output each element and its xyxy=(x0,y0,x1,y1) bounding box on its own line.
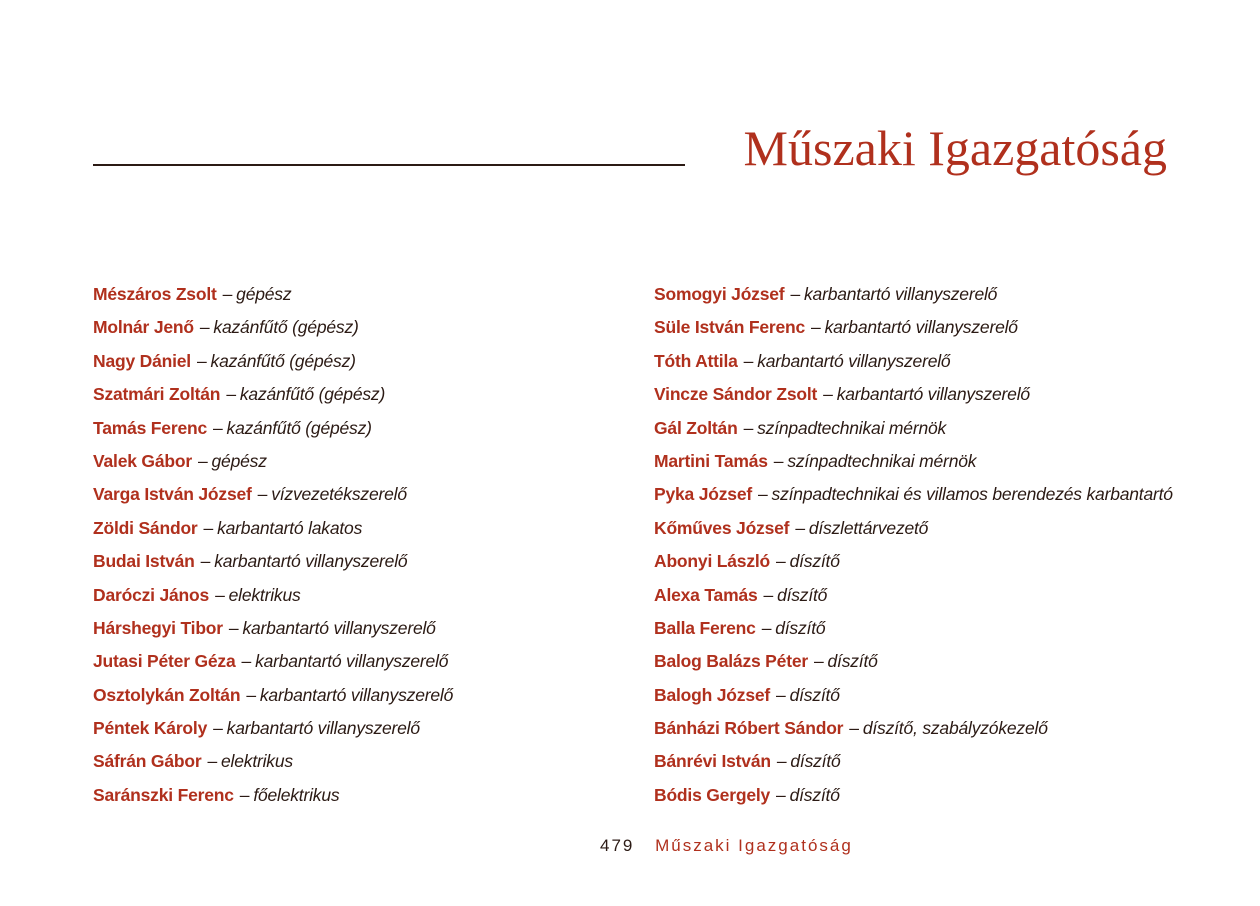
entry-separator: – xyxy=(213,417,223,438)
entry-separator: – xyxy=(222,284,233,304)
staff-role: színpadtechnikai és villamos berendezés karbantartó xyxy=(771,484,1173,505)
staff-entry xyxy=(93,478,453,511)
staff-name: Zöldi Sándor xyxy=(93,517,198,538)
staff-entry xyxy=(654,579,1173,612)
entry-separator: – xyxy=(246,684,256,705)
staff-role: díszítő xyxy=(790,751,841,772)
staff-name: Balog Balázs Péter xyxy=(654,651,808,672)
staff-role: gépész xyxy=(236,284,292,304)
staff-name: Alexa Tamás xyxy=(654,584,758,605)
staff-entry xyxy=(654,645,1173,678)
staff-role: díszítő xyxy=(789,684,840,705)
staff-entry xyxy=(93,545,453,578)
staff-entry xyxy=(654,311,1173,344)
staff-entry xyxy=(93,345,453,378)
staff-name: Bánházi Róbert Sándor xyxy=(654,718,844,739)
staff-entry xyxy=(654,345,1173,378)
entry-separator: – xyxy=(790,284,800,304)
staff-role: elektrikus xyxy=(228,584,301,605)
staff-entry xyxy=(93,412,453,445)
entry-separator: – xyxy=(795,517,805,538)
staff-name: Balogh József xyxy=(654,684,771,705)
entry-separator: – xyxy=(215,584,225,605)
staff-name: Pyka József xyxy=(654,484,752,505)
staff-name: Bánrévi István xyxy=(654,751,771,772)
entry-separator: – xyxy=(763,584,774,605)
entry-separator: – xyxy=(811,317,821,338)
entry-separator: – xyxy=(743,417,754,438)
staff-name: Jutasi Péter Géza xyxy=(93,651,236,672)
staff-entry xyxy=(654,745,1173,778)
entry-separator: – xyxy=(743,350,754,371)
staff-role: főelektrikus xyxy=(253,784,340,805)
staff-list-left xyxy=(93,278,453,812)
staff-entry xyxy=(93,745,453,778)
staff-name: Vincze Sándor Zsolt xyxy=(654,384,818,405)
staff-entry xyxy=(93,645,453,678)
entry-separator: – xyxy=(776,684,786,705)
staff-entry xyxy=(654,278,1173,311)
staff-entry xyxy=(93,779,453,812)
staff-entry xyxy=(93,679,453,712)
staff-entry xyxy=(654,679,1173,712)
staff-name: Osztolykán Zoltán xyxy=(93,684,241,705)
entry-separator: – xyxy=(758,484,768,505)
staff-role: díszítő xyxy=(789,784,840,805)
staff-name: Somogyi József xyxy=(654,284,785,304)
staff-role: karbantartó lakatos xyxy=(217,517,363,538)
staff-name: Budai István xyxy=(93,551,195,572)
staff-name: Varga István József xyxy=(93,484,252,505)
staff-name: Nagy Dániel xyxy=(93,350,191,371)
staff-role: elektrikus xyxy=(221,751,293,772)
staff-entry xyxy=(93,712,453,745)
staff-role: karbantartó villanyszerelő xyxy=(242,617,436,638)
staff-role: kazánfűtő (gépész) xyxy=(210,350,356,371)
staff-role: díszítő xyxy=(775,617,826,638)
staff-entry xyxy=(93,445,453,478)
staff-entry xyxy=(93,278,453,311)
entry-separator: – xyxy=(761,617,772,638)
staff-entry xyxy=(654,779,1173,812)
staff-role: karbantartó villanyszerelő xyxy=(757,350,951,371)
staff-name: Martini Tamás xyxy=(654,450,768,471)
entry-separator: – xyxy=(776,784,786,805)
header-rule xyxy=(93,164,685,166)
staff-role: karbantartó villanyszerelő xyxy=(803,284,998,304)
staff-role: karbantartó villanyszerelő xyxy=(214,551,408,572)
staff-entry xyxy=(93,311,453,344)
staff-name: Abonyi László xyxy=(654,551,771,572)
entry-separator: – xyxy=(228,617,239,638)
staff-role: karbantartó villanyszerelő xyxy=(255,651,449,672)
staff-role: színpadtechnikai mérnök xyxy=(787,450,977,471)
entry-separator: – xyxy=(203,517,214,538)
page-footer xyxy=(600,836,853,856)
entry-separator: – xyxy=(773,450,784,471)
entry-separator: – xyxy=(197,450,208,471)
staff-role: kazánfűtő (gépész) xyxy=(213,317,359,338)
staff-name: Daróczi János xyxy=(93,584,210,605)
staff-name: Molnár Jenő xyxy=(93,317,194,338)
staff-entry xyxy=(654,712,1173,745)
staff-name: Gál Zoltán xyxy=(654,417,738,438)
staff-entry xyxy=(93,378,453,411)
staff-role: díszítő xyxy=(789,551,840,572)
entry-separator: – xyxy=(199,317,210,338)
staff-name: Sáfrán Gábor xyxy=(93,751,202,772)
staff-role: karbantartó villanyszerelő xyxy=(226,718,420,739)
entry-separator: – xyxy=(207,751,218,772)
staff-list-right xyxy=(654,278,1173,812)
staff-role: gépész xyxy=(211,450,267,471)
entry-separator: – xyxy=(226,384,236,405)
entry-separator: – xyxy=(239,784,250,805)
entry-separator: – xyxy=(200,551,211,572)
staff-role: díszítő, szabályzókezelő xyxy=(862,718,1048,739)
entry-separator: – xyxy=(823,384,833,405)
staff-role: díszítő xyxy=(777,584,828,605)
staff-name: Szatmári Zoltán xyxy=(93,384,221,405)
staff-role: karbantartó villanyszerelő xyxy=(824,317,1018,338)
entry-separator: – xyxy=(776,551,786,572)
staff-role: vízvezetékszerelő xyxy=(271,484,407,505)
staff-entry xyxy=(654,478,1173,511)
staff-entry xyxy=(93,579,453,612)
staff-name: Balla Ferenc xyxy=(654,617,756,638)
staff-name: Hárshegyi Tibor xyxy=(93,617,223,638)
staff-name: Mészáros Zsolt xyxy=(93,284,217,304)
staff-role: karbantartó villanyszerelő xyxy=(259,684,454,705)
staff-name: Süle István Ferenc xyxy=(654,317,806,338)
staff-entry xyxy=(654,378,1173,411)
staff-entry xyxy=(654,512,1173,545)
staff-name: Bódis Gergely xyxy=(654,784,771,805)
staff-role: díszítő xyxy=(827,651,878,672)
staff-entry xyxy=(654,545,1173,578)
staff-name: Kőműves József xyxy=(654,517,790,538)
staff-entry xyxy=(93,612,453,645)
page-title: Műszaki Igazgatóság xyxy=(743,120,1167,176)
staff-role: karbantartó villanyszerelő xyxy=(836,384,1030,405)
staff-role: kazánfűtő (gépész) xyxy=(226,417,372,438)
entry-separator: – xyxy=(849,718,859,739)
staff-entry xyxy=(654,445,1173,478)
staff-entry xyxy=(654,412,1173,445)
entry-separator: – xyxy=(776,751,787,772)
staff-entry xyxy=(93,512,453,545)
staff-role: színpadtechnikai mérnök xyxy=(757,417,947,438)
staff-name: Saránszki Ferenc xyxy=(93,784,234,805)
staff-role: díszlettárvezető xyxy=(808,517,929,538)
entry-separator: – xyxy=(813,651,824,672)
staff-entry xyxy=(654,612,1173,645)
entry-separator: – xyxy=(241,651,252,672)
staff-name: Péntek Károly xyxy=(93,718,208,739)
staff-role: kazánfűtő (gépész) xyxy=(239,384,386,405)
page-number: 479 xyxy=(600,836,635,855)
entry-separator: – xyxy=(196,350,207,371)
staff-name: Valek Gábor xyxy=(93,450,192,471)
staff-name: Tóth Attila xyxy=(654,350,738,371)
staff-name: Tamás Ferenc xyxy=(93,417,207,438)
entry-separator: – xyxy=(213,718,223,739)
entry-separator: – xyxy=(257,484,268,505)
footer-section-title: Műszaki Igazgatóság xyxy=(655,836,853,855)
